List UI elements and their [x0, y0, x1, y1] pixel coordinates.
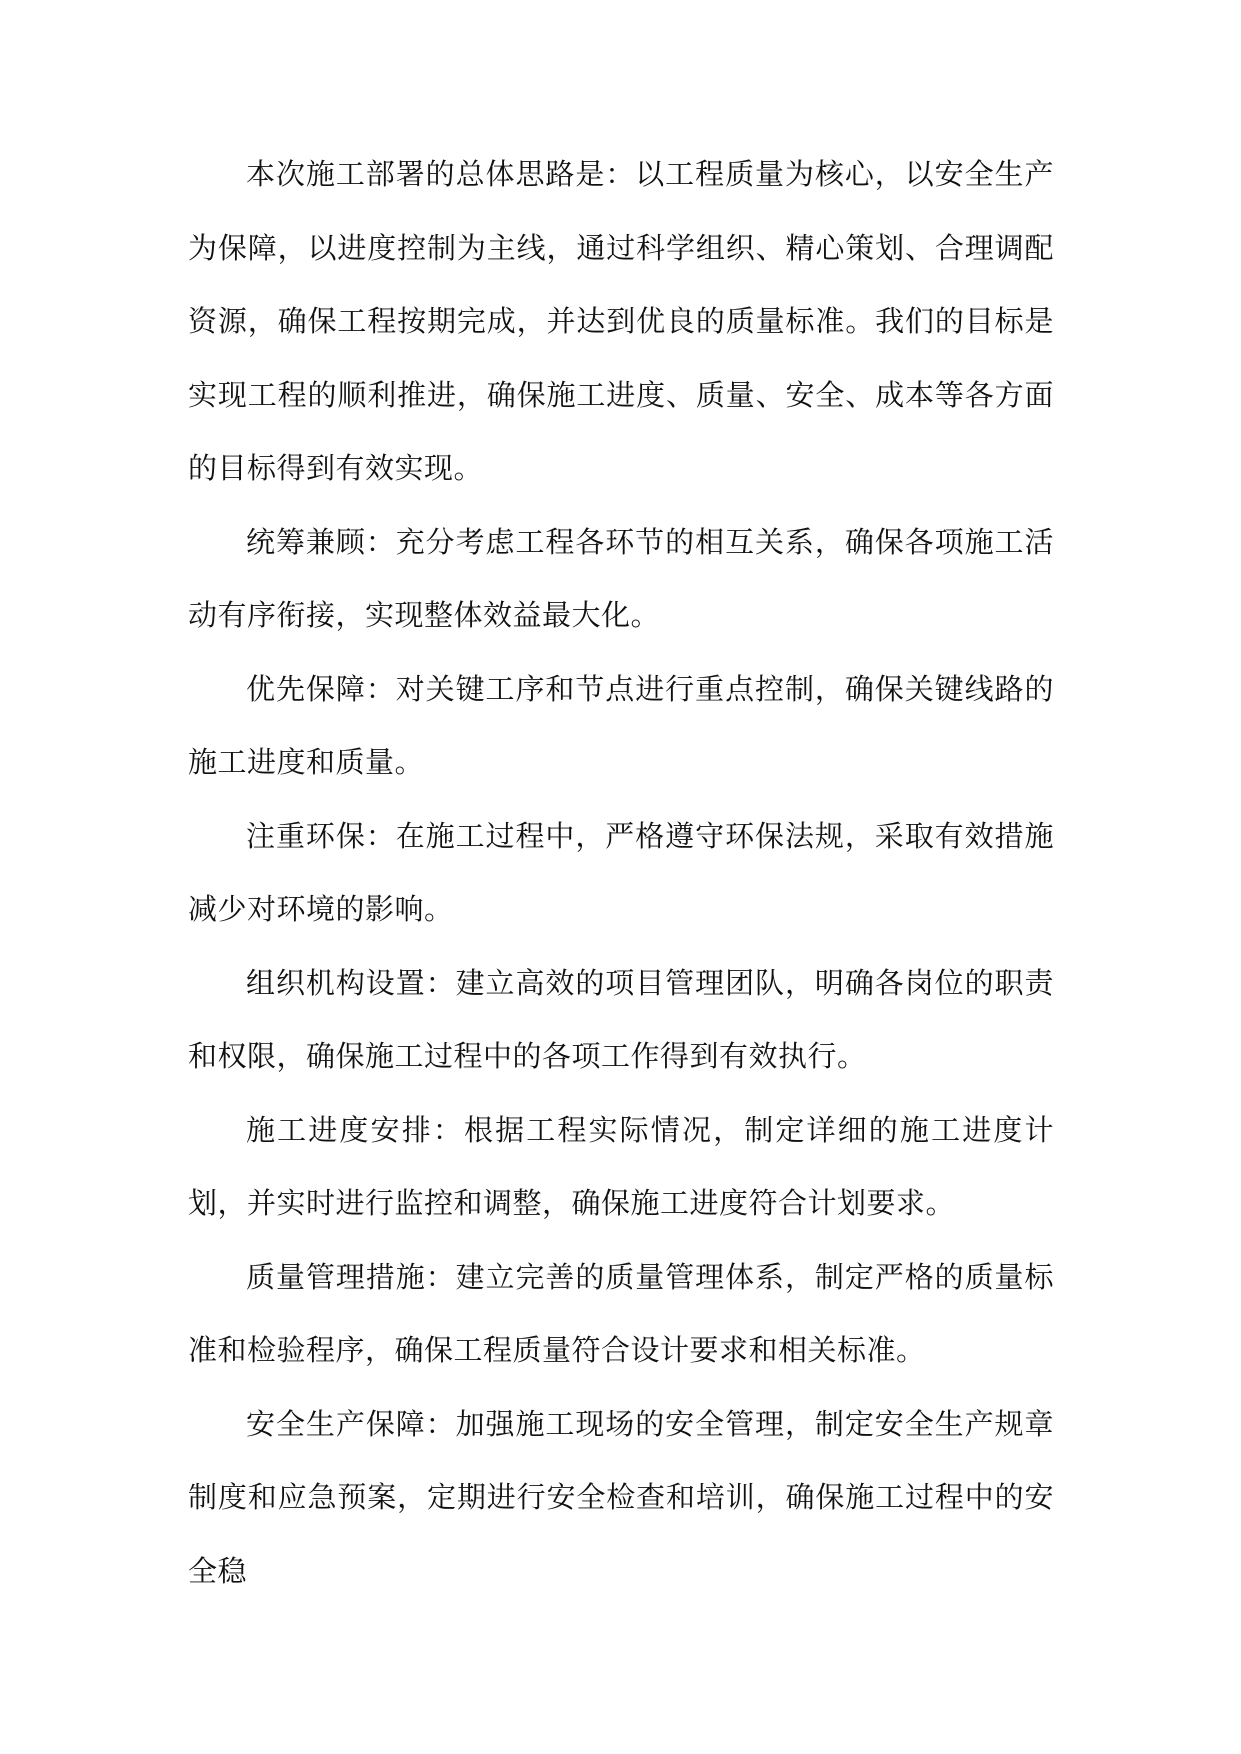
paragraph-overview: 本次施工部署的总体思路是：以工程质量为核心，以安全生产为保障，以进度控制为主线，通过科学组织、精心策划、合理调配资源，确保工程按期完成，并达到优良的质量标准。我们的目标是实现工程的顺利推进，确保施工进度、质量、安全、成本等各方面的目标得到有效实现。 [188, 157, 1054, 485]
paragraph-quality: 质量管理措施：建立完善的质量管理体系，制定严格的质量标准和检验程序，确保工程质量符合设计要求和相关标准。 [188, 1259, 1054, 1367]
paragraph-priority: 优先保障：对关键工序和节点进行重点控制，确保关键线路的施工进度和质量。 [188, 671, 1054, 779]
paragraph-safety: 安全生产保障：加强施工现场的安全管理，制定安全生产规章制度和应急预案，定期进行安全检查和培训，确保施工过程中的安全稳 [188, 1406, 1054, 1588]
paragraph-organization: 组织机构设置：建立高效的项目管理团队，明确各岗位的职责和权限，确保施工过程中的各项工作得到有效执行。 [188, 965, 1054, 1073]
paragraph-environment: 注重环保：在施工过程中，严格遵守环保法规，采取有效措施减少对环境的影响。 [188, 818, 1054, 926]
paragraph-coordination: 统筹兼顾：充分考虑工程各环节的相互关系，确保各项施工活动有序衔接，实现整体效益最大化。 [188, 524, 1054, 632]
paragraph-schedule: 施工进度安排：根据工程实际情况，制定详细的施工进度计划，并实时进行监控和调整，确保施工进度符合计划要求。 [188, 1112, 1054, 1220]
document-body [188, 138, 1054, 1608]
